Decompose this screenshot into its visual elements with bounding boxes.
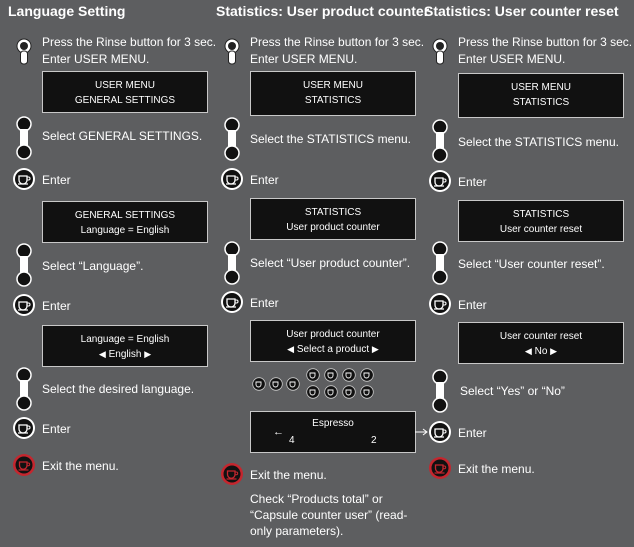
- rinse-button-icon: [430, 38, 450, 66]
- screen-line: USER MENU: [302, 80, 363, 91]
- enter-cup-button-icon: [12, 293, 36, 317]
- screen-line: User product counter: [286, 222, 380, 233]
- display-screen: [42, 325, 208, 367]
- reset-choice: No: [534, 346, 548, 357]
- instruction-exit: Exit the menu.: [250, 468, 327, 482]
- display-screen: [250, 320, 416, 362]
- instruction-enter: Enter: [458, 426, 487, 440]
- cup-icon: [252, 377, 266, 391]
- instruction-enter: Enter: [458, 298, 487, 312]
- instruction-select: Select “User counter reset”.: [458, 257, 605, 271]
- display-screen: [250, 198, 416, 240]
- cup-icon: [360, 385, 374, 399]
- up-down-button-icon: [222, 241, 242, 285]
- screen-line: USER MENU: [94, 80, 155, 91]
- enter-cup-button-icon: [428, 420, 452, 444]
- screen-line: STATISTICS: [512, 209, 570, 220]
- cup-icon: [306, 385, 320, 399]
- display-screen: [458, 200, 624, 242]
- display-screen-counter: [250, 411, 416, 453]
- up-down-button-icon: [14, 367, 34, 411]
- exit-red-button-icon: [220, 462, 244, 486]
- instruction-enter-user-menu: Enter USER MENU.: [42, 52, 150, 66]
- instruction-press-rinse: Press the Rinse button for 3 sec.: [458, 35, 633, 49]
- instruction-note: Check “Products total” or “Capsule counter user” (read-only parameters).: [250, 492, 408, 538]
- counter-left-arrow-icon: ←: [273, 426, 284, 438]
- exit-red-button-icon: [12, 453, 36, 477]
- exit-red-button-icon: [428, 456, 452, 480]
- up-down-button-icon: [14, 243, 34, 287]
- enter-cup-button-icon: [428, 292, 452, 316]
- screen-line: STATISTICS: [304, 95, 362, 106]
- display-screen: [458, 73, 624, 118]
- arrow-left-icon: ◀: [98, 349, 106, 359]
- instruction-enter: Enter: [42, 173, 71, 187]
- instruction-enter: Enter: [42, 422, 71, 436]
- cup-icon: [269, 377, 283, 391]
- instruction-select: Select the desired language.: [42, 382, 195, 396]
- rinse-button-icon: [14, 38, 34, 66]
- instruction-select: Select GENERAL SETTINGS.: [42, 129, 203, 143]
- cup-icon: [306, 368, 320, 382]
- section-title: Language Setting: [8, 3, 126, 19]
- arrow-left-icon: ◀: [524, 346, 532, 356]
- cup-icon: [342, 385, 356, 399]
- counter-left-value: 4: [289, 435, 295, 446]
- up-down-button-icon: [14, 116, 34, 160]
- instruction-select: Select “Yes” or “No”: [460, 384, 565, 398]
- instruction-enter: Enter: [42, 299, 71, 313]
- instruction-exit: Exit the menu.: [42, 459, 119, 473]
- instruction-select: Select “Language”.: [42, 259, 144, 273]
- rinse-button-icon: [222, 38, 242, 66]
- instruction-enter: Enter: [250, 173, 279, 187]
- instruction-select: Select the STATISTICS menu.: [250, 132, 411, 146]
- cup-icon: [342, 368, 356, 382]
- section-title: Statistics: User counter reset: [424, 3, 619, 19]
- column-user-product-counter: [216, 0, 430, 547]
- instruction-press-rinse: Press the Rinse button for 3 sec.: [42, 35, 217, 49]
- screen-line-selector: [459, 344, 623, 359]
- screen-line-selector: [43, 347, 207, 362]
- counter-right-value: 2: [371, 435, 377, 446]
- cup-icon: [324, 385, 338, 399]
- selected-language: English: [108, 349, 142, 360]
- screen-product-name: Espresso: [312, 418, 354, 429]
- section-title: Statistics: User product counter: [216, 3, 430, 19]
- screen-line: STATISTICS: [512, 97, 570, 108]
- column-user-counter-reset: [424, 0, 633, 547]
- instruction-enter-user-menu: Enter USER MENU.: [458, 52, 566, 66]
- arrow-left-icon: ◀: [287, 344, 295, 354]
- instruction-enter: Enter: [458, 175, 487, 189]
- enter-cup-button-icon: [428, 169, 452, 193]
- screen-line: GENERAL SETTINGS: [74, 210, 176, 221]
- display-screen: [250, 71, 416, 116]
- cup-icon: [360, 368, 374, 382]
- instruction-select: Select “User product counter”.: [250, 256, 411, 270]
- enter-cup-button-icon: [220, 167, 244, 191]
- screen-line: USER MENU: [510, 82, 571, 93]
- arrow-right-icon: ▶: [550, 346, 558, 356]
- arrow-right-icon: ▶: [144, 349, 152, 359]
- enter-cup-button-icon: [12, 416, 36, 440]
- display-screen: [458, 322, 624, 364]
- cup-icon: [324, 368, 338, 382]
- instruction-enter-user-menu: Enter USER MENU.: [250, 52, 358, 66]
- cup-icon: [286, 377, 300, 391]
- screen-line: STATISTICS: [304, 207, 362, 218]
- display-screen: [42, 71, 208, 113]
- instruction-press-rinse: Press the Rinse button for 3 sec.: [250, 35, 425, 49]
- screen-line: User counter reset: [499, 224, 583, 235]
- enter-cup-button-icon: [12, 167, 36, 191]
- display-screen: [42, 201, 208, 243]
- up-down-button-icon: [430, 369, 450, 413]
- screen-line: Language = English: [80, 334, 170, 345]
- screen-line: User counter reset: [499, 331, 583, 342]
- up-down-button-icon: [430, 119, 450, 163]
- screen-line-selector: [251, 342, 415, 357]
- up-down-button-icon: [430, 241, 450, 285]
- column-language-setting: [8, 0, 217, 547]
- select-product-label: Select a product: [296, 344, 370, 355]
- enter-cup-button-icon: [220, 290, 244, 314]
- instruction-select: Select the STATISTICS menu.: [458, 135, 619, 149]
- instruction-exit: Exit the menu.: [458, 462, 535, 476]
- screen-line: User product counter: [286, 329, 380, 340]
- screen-line: Language = English: [80, 225, 170, 236]
- screen-line: GENERAL SETTINGS: [74, 95, 176, 106]
- up-down-button-icon: [222, 117, 242, 161]
- instruction-enter: Enter: [250, 296, 279, 310]
- arrow-right-icon: ▶: [371, 344, 379, 354]
- product-buttons-icon: [252, 368, 382, 402]
